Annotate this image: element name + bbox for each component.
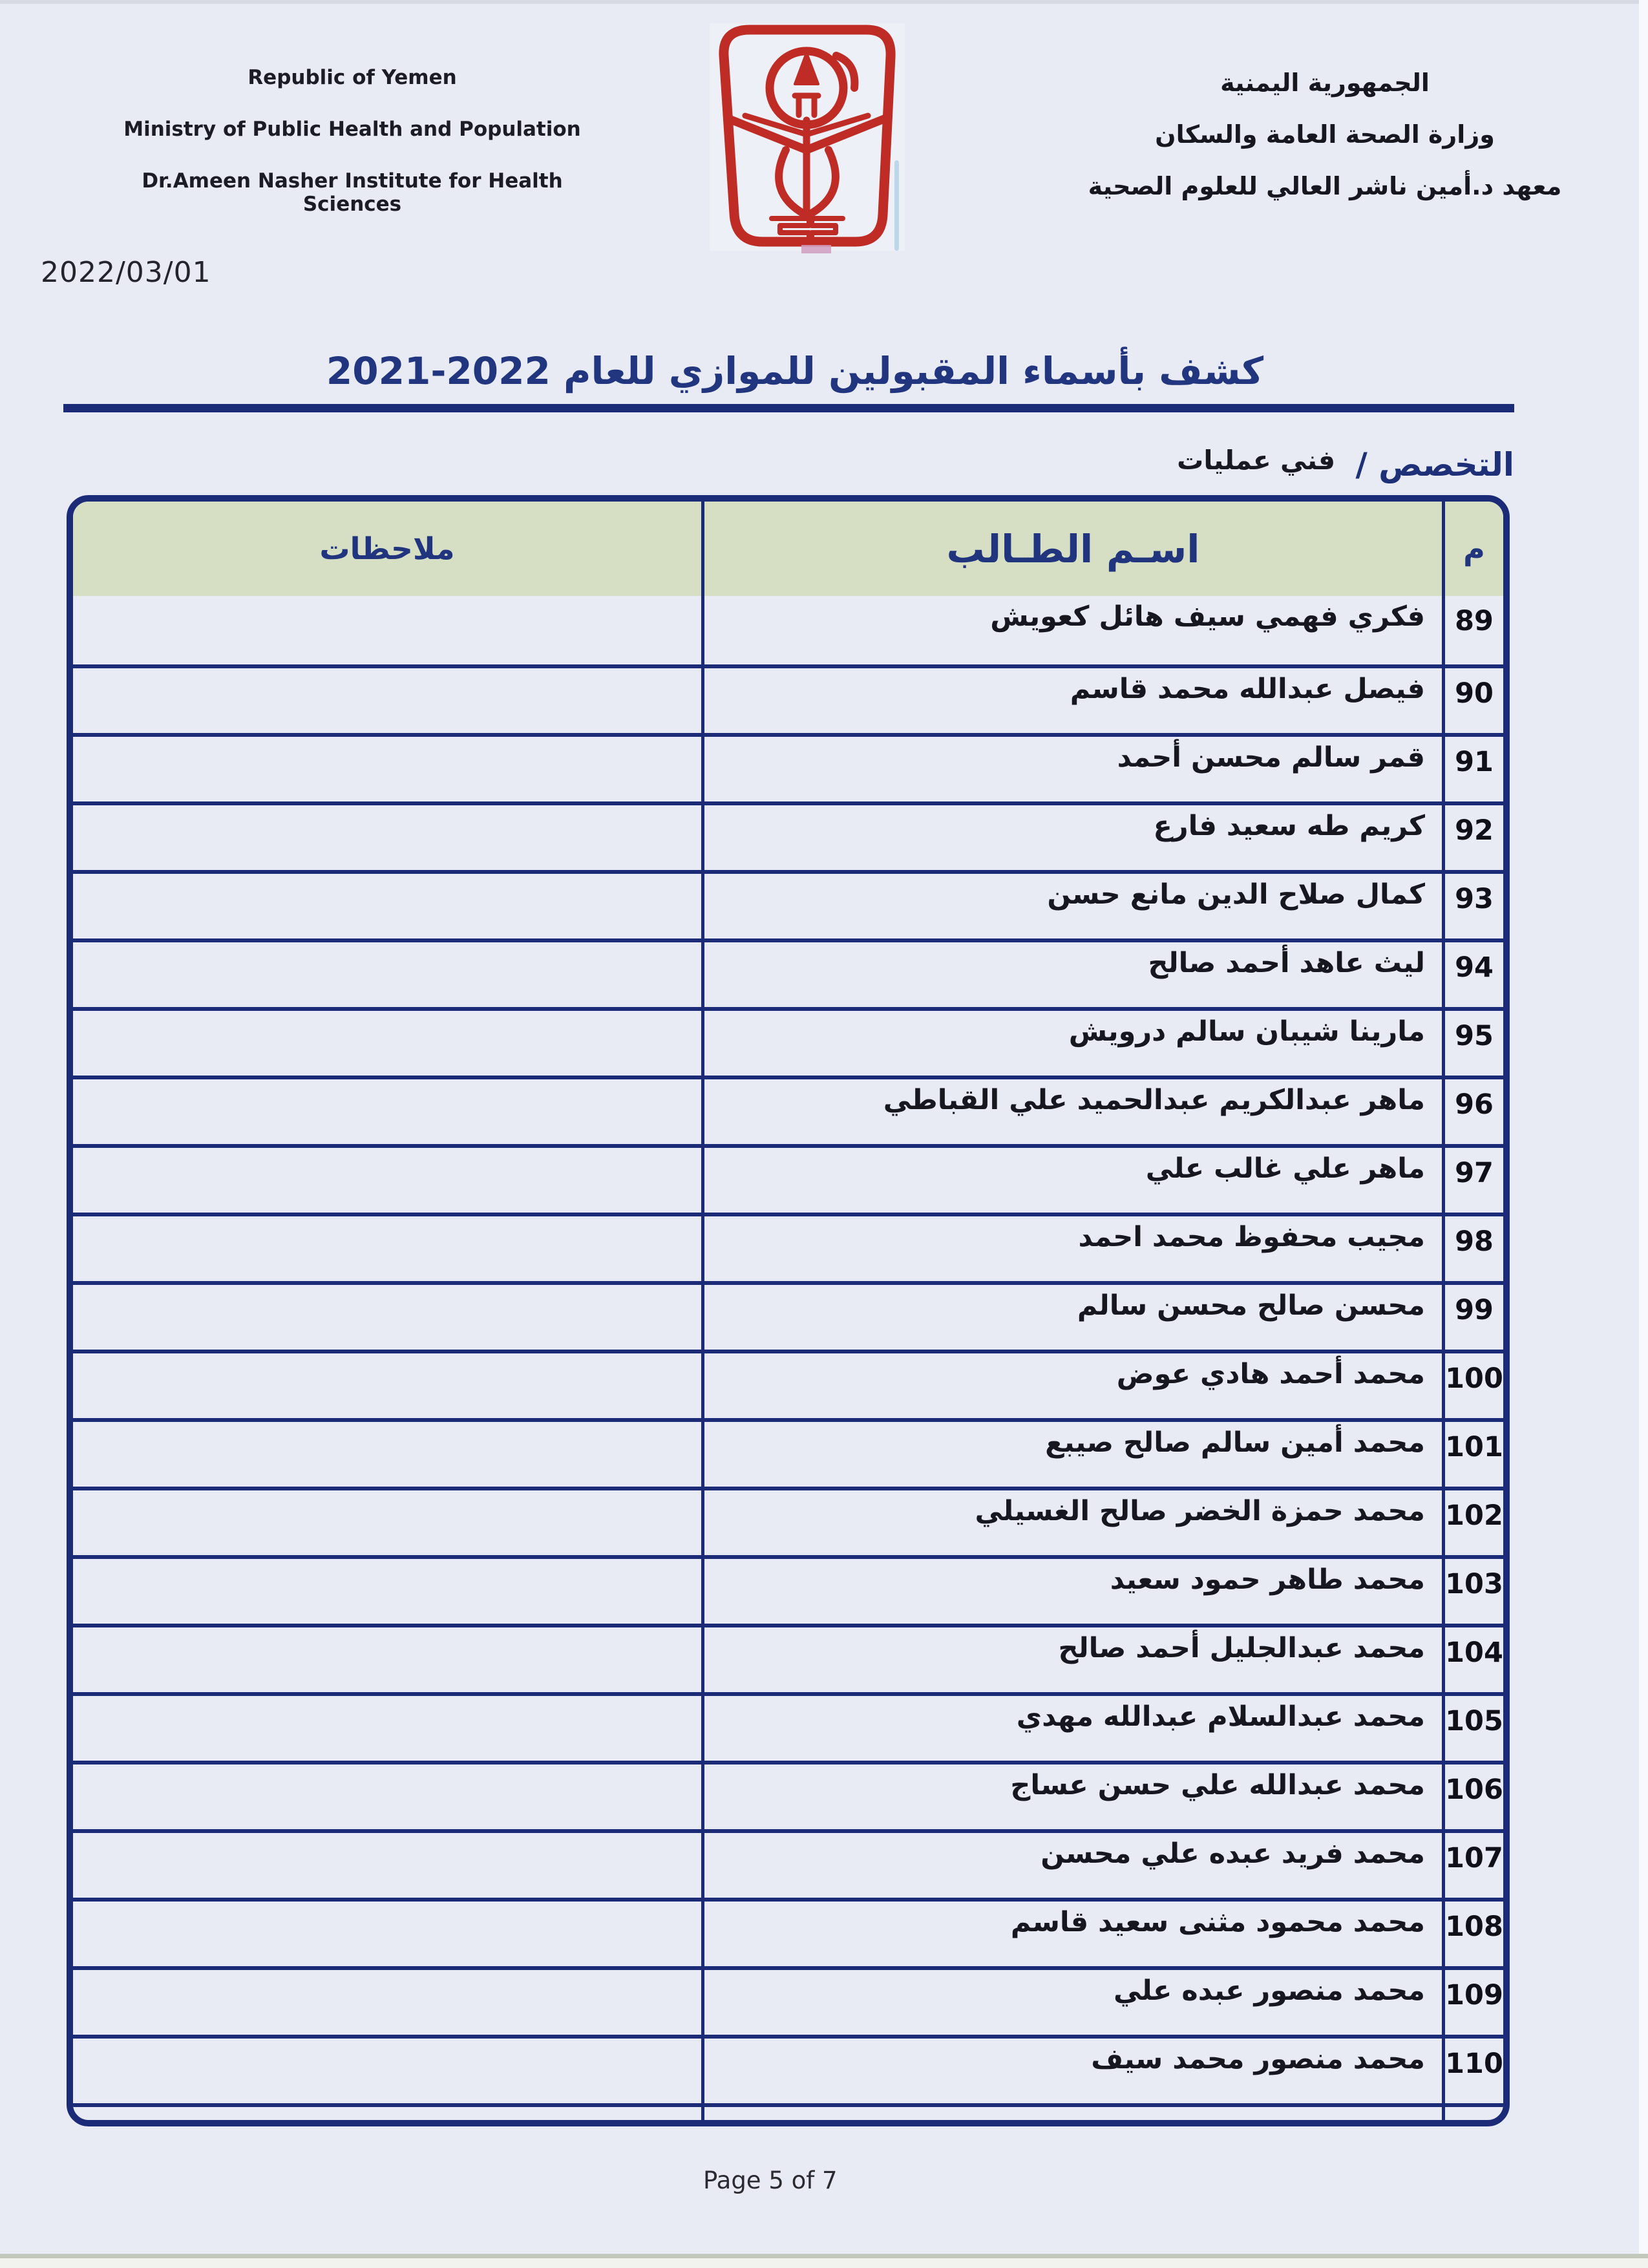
specialization-line (1177, 446, 1514, 483)
student-name: محمد عبدالسلام عبدالله مهدي (701, 1696, 1445, 1761)
student-number: 93 (1455, 883, 1494, 915)
notes-cell (73, 1079, 701, 1144)
student-number: 95 (1455, 1020, 1494, 1052)
table-row (73, 1692, 1503, 1761)
student-number: 101 (1445, 1431, 1503, 1463)
notes-cell (73, 1148, 701, 1213)
header-en-institute: Dr.Ameen Nasher Institute for Health Sciences (142, 169, 563, 216)
header-ar-ministry: وزارة الصحة العامة والسكان (1155, 120, 1495, 149)
notes-cell (73, 1353, 701, 1418)
student-number: 110 (1445, 2048, 1503, 2080)
notes-cell (73, 942, 701, 1007)
header-en-country: Republic of Yemen (248, 66, 457, 89)
student-number: 108 (1445, 1911, 1503, 1943)
header-ar-country: الجمهورية اليمنية (1220, 69, 1430, 97)
student-name: محمد عبدالله علي حسن عساج (701, 1765, 1445, 1829)
notes-cell (73, 2107, 701, 2120)
notes-cell (73, 668, 701, 733)
student-number: 94 (1455, 951, 1494, 984)
notes-cell (73, 805, 701, 870)
scan-edge-top (0, 0, 1648, 4)
student-number: 107 (1445, 1842, 1503, 1874)
institute-logo (710, 23, 905, 251)
table-row (73, 1761, 1503, 1829)
notes-cell (73, 2039, 701, 2103)
page-number: Page 5 of 7 (703, 2167, 838, 2194)
table-row (73, 733, 1503, 801)
student-name: ليث عاهد أحمد صالح (701, 942, 1445, 1007)
student-number: 89 (1455, 605, 1494, 637)
student-name: محمد أمين سالم صالح صيبع (701, 1422, 1445, 1487)
notes-cell (73, 1011, 701, 1076)
scan-edge-bottom-line (0, 2254, 1648, 2258)
student-number: 105 (1445, 1705, 1503, 1737)
table-row (73, 1144, 1503, 1213)
table-row (73, 1418, 1503, 1487)
table-row (73, 938, 1503, 1007)
header-arabic (1066, 69, 1583, 200)
student-number: 91 (1455, 746, 1494, 778)
notes-column-header: ملاحظات (319, 531, 455, 567)
specialization-value: فني عمليات (1177, 445, 1336, 476)
notes-cell (73, 1559, 701, 1624)
table-row (73, 1213, 1503, 1281)
student-name: محمد فريد عبده علي محسن (701, 1833, 1445, 1898)
notes-cell (73, 596, 701, 664)
student-name: ماهر علي غالب علي (701, 1148, 1445, 1213)
student-number (1445, 2107, 1503, 2120)
specialization-label: التخصص / (1355, 446, 1514, 483)
notes-cell (73, 1833, 701, 1898)
table-row (73, 1898, 1503, 1966)
student-name: محمد حمزة الخضر صالح الغسيلي (701, 1490, 1445, 1555)
student-name: فيصل عبدالله محمد قاسم (701, 668, 1445, 733)
table-row (73, 1555, 1503, 1624)
students-table (67, 495, 1510, 2126)
notes-cell (73, 874, 701, 938)
table-row (73, 1007, 1503, 1076)
student-name: كمال صلاح الدين مانع حسن (701, 874, 1445, 938)
scan-edge-right (1639, 0, 1648, 2268)
header-english (90, 66, 614, 216)
notes-cell (73, 1902, 701, 1966)
student-name: ماهر عبدالكريم عبدالحميد علي القباطي (701, 1079, 1445, 1144)
student-number: 90 (1455, 677, 1494, 710)
student-number: 104 (1445, 1637, 1503, 1669)
student-name (701, 2107, 1445, 2120)
scan-edge-bottom (0, 2258, 1648, 2268)
student-name: فكري فهمي سيف هائل كعويش (701, 596, 1445, 664)
student-name-column-header: اسـم الطـالب (701, 502, 1445, 596)
student-number: 106 (1445, 1774, 1503, 1806)
student-name: مارينا شيبان سالم درويش (701, 1011, 1445, 1076)
student-name: مجيب محفوظ محمد احمد (701, 1216, 1445, 1281)
table-row (73, 1350, 1503, 1418)
table-bottom-sliver-row (73, 2103, 1503, 2120)
document-title: كشف بأسماء المقبولين للموازي للعام 2022-2021 (326, 349, 1264, 393)
caduceus-emblem-icon (710, 23, 905, 251)
header-ar-institute: معهد د.أمين ناشر العالي للعلوم الصحية (1088, 172, 1562, 200)
header-en-ministry: Ministry of Public Health and Population (123, 118, 581, 141)
student-number: 96 (1455, 1088, 1494, 1121)
table-row (73, 664, 1503, 733)
table-row (73, 2035, 1503, 2103)
table-row (73, 1281, 1503, 1350)
table-row (73, 1076, 1503, 1144)
notes-cell (73, 1422, 701, 1487)
student-name: محمد منصور محمد سيف (701, 2039, 1445, 2103)
notes-cell (73, 1970, 701, 2035)
table-row (73, 1624, 1503, 1692)
student-number: 97 (1455, 1157, 1494, 1189)
student-number: 92 (1455, 814, 1494, 847)
student-name: كريم طه سعيد فارع (701, 805, 1445, 870)
notes-cell (73, 1627, 701, 1692)
title-underline (63, 404, 1514, 412)
notes-cell (73, 1490, 701, 1555)
notes-cell (73, 1696, 701, 1761)
table-row (73, 1966, 1503, 2035)
notes-cell (73, 1285, 701, 1350)
document-date: 2022/03/01 (41, 256, 211, 289)
student-name: قمر سالم محسن أحمد (701, 737, 1445, 801)
notes-cell (73, 737, 701, 801)
scan-artifact (894, 160, 899, 251)
student-number: 98 (1455, 1225, 1494, 1258)
table-header-row (73, 502, 1503, 596)
table-row (73, 596, 1503, 664)
student-number: 102 (1445, 1500, 1503, 1532)
notes-cell (73, 1765, 701, 1829)
student-name: محمد محمود مثنى سعيد قاسم (701, 1902, 1445, 1966)
student-name: محمد عبدالجليل أحمد صالح (701, 1627, 1445, 1692)
student-name: محمد أحمد هادي عوض (701, 1353, 1445, 1418)
table-row (73, 801, 1503, 870)
student-number: 99 (1455, 1294, 1494, 1326)
scan-artifact (801, 245, 831, 253)
table-row (73, 870, 1503, 938)
student-name: محسن صالح محسن سالم (701, 1285, 1445, 1350)
student-number: 109 (1445, 1979, 1503, 2011)
student-number: 100 (1445, 1362, 1503, 1395)
student-name: محمد منصور عبده علي (701, 1970, 1445, 2035)
notes-cell (73, 1216, 701, 1281)
table-row (73, 1487, 1503, 1555)
table-row (73, 1829, 1503, 1898)
number-column-header: م (1463, 531, 1485, 566)
student-name: محمد طاهر حمود سعيد (701, 1559, 1445, 1624)
student-number: 103 (1445, 1568, 1503, 1600)
